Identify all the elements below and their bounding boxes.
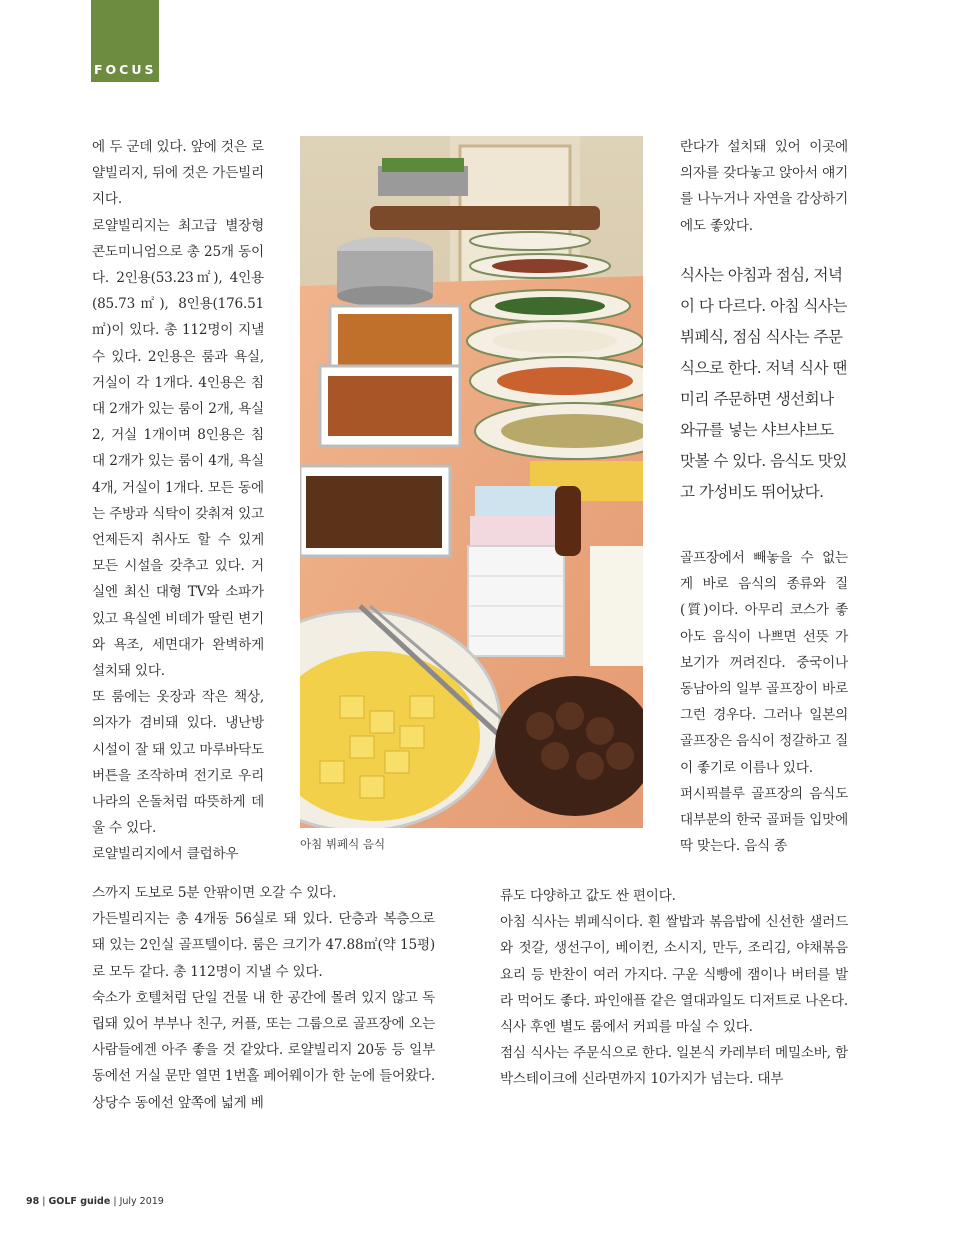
paragraph: 점심 식사는 주문식으로 한다. 일본식 카레부터 메밀소바, 함박스테이크에 신라면까지 10가지가 넘는다. 대부 (500, 1045, 848, 1088)
right-column-top (680, 134, 848, 239)
right-column-mid (680, 545, 848, 859)
section-label: FOCUS (94, 62, 157, 77)
paragraph: 로얄빌리지에서 클럽하우 (92, 846, 239, 863)
highlight-text: 식사는 아침과 점심, 저녁이 다 다르다. 아침 식사는 뷔페식, 점심 식사는 주문식으로 한다. 저녁 식사 땐 미리 주문하면 생선회나 와규를 넣는 샤브샤브도 맛볼 수 있다. 음식도 맛있고 가성비도 뛰어났다. (680, 266, 847, 501)
buffet-photo (300, 136, 643, 828)
magazine-name: GOLF guide (48, 1196, 111, 1207)
lower-left-column (92, 880, 435, 1116)
paragraph: 에 두 군데 있다. 앞에 것은 로얄빌리지, 뒤에 것은 가든빌리지다. (92, 139, 264, 208)
page-footer (26, 1196, 164, 1207)
paragraph: 로얄빌리지는 최고급 별장형 콘도미니엄으로 총 25개 동이다. 2인용(53.23㎡), 4인용(85.73㎡), 8인용(176.51㎡)이 있다. 총 112명이 지낼 수 있다. 2인용은 룸과 욕실, 거실이 각 1개다. 4인용은 침대 2개가 있는 룸이 2개, 욕실 2, 거실 1개이며 8인용은 침대 2개가 있는 룸이 4개, 욕실 4개, 거실이 1개다. 모든 동에는 주방과 식탁이 갖춰져 있고 언제든지 취사도 할 수 있게 모든 시설을 갖추고 있다. 거실엔 최신 대형 TV와 소파가 있고 욕실엔 비데가 딸린 변기와 욕조, 세면대가 완벽하게 설치돼 있다. (92, 217, 264, 680)
paragraph: 가든빌리지는 총 4개동 56실로 돼 있다. 단층과 복층으로 돼 있는 2인실 골프텔이다. 룸은 크기가 47.88㎡(약 15평)로 모두 같다. 총 112명이 지낼 수 있다. (92, 911, 435, 980)
page-number: 98 (26, 1196, 40, 1207)
paragraph: 숙소가 호텔처럼 단일 건물 내 한 공간에 몰려 있지 않고 독립돼 있어 부부나 친구, 커플, 또는 그룹으로 골프장에 오는 사람들에겐 아주 좋을 것 같았다. 로얄빌리지 20동 등 일부 동에선 거실 문만 열면 1번홀 페어웨이가 한 눈에 들어왔다. 상당수 동에선 앞쪽에 넓게 베 (92, 989, 435, 1111)
issue-date: July 2019 (119, 1196, 164, 1207)
footer-divider: | (113, 1196, 120, 1207)
section-tab (91, 0, 159, 82)
photo-caption: 아침 뷔페식 음식 (300, 837, 386, 851)
paragraph: 스까지 도보로 5분 안팎이면 오갈 수 있다. (92, 885, 337, 901)
paragraph: 또 룸에는 옷장과 작은 책상, 의자가 겸비돼 있다. 냉난방 시설이 잘 돼 있고 마루바닥도 버튼을 조작하며 전기로 우리나라의 온돌처럼 따뜻하게 데울 수 있다. (92, 689, 264, 837)
paragraph: 란다가 설치돼 있어 이곳에 의자를 갖다놓고 앉아서 얘기를 나누거나 자연을 감상하기에도 좋았다. (680, 139, 848, 234)
lower-right-column (500, 883, 848, 1093)
right-highlight-paragraph (680, 260, 848, 508)
paragraph: 아침 식사는 뷔페식이다. 흰 쌀밥과 볶음밥에 신선한 샐러드와 젓갈, 생선구이, 베이컨, 소시지, 만두, 조리김, 야채볶음요리 등 반찬이 여러 가지다. 구운 식빵에 잼이나 버터를 발라 먹어도 좋다. 파인애플 같은 열대과일도 디저트로 나온다. 식사 후엔 별도 룸에서 커피를 마실 수 있다. (500, 914, 848, 1036)
footer-divider: | (42, 1196, 49, 1207)
paragraph: 류도 다양하고 값도 싼 편이다. (500, 888, 676, 904)
paragraph: 골프장에서 빼놓을 수 없는 게 바로 음식의 종류와 질(質)이다. 아무리 코스가 좋아도 음식이 나쁘면 선뜻 가보기가 꺼려진다. 중국이나 동남아의 일부 골프장이 바로 그런 경우다. 그러나 일본의 골프장은 음식이 정갈하고 질이 좋기로 이름나 있다. (680, 550, 848, 776)
paragraph: 퍼시픽블루 골프장의 음식도 대부분의 한국 골퍼들 입맛에 딱 맞는다. 음식 종 (680, 785, 848, 855)
left-column (92, 134, 264, 868)
